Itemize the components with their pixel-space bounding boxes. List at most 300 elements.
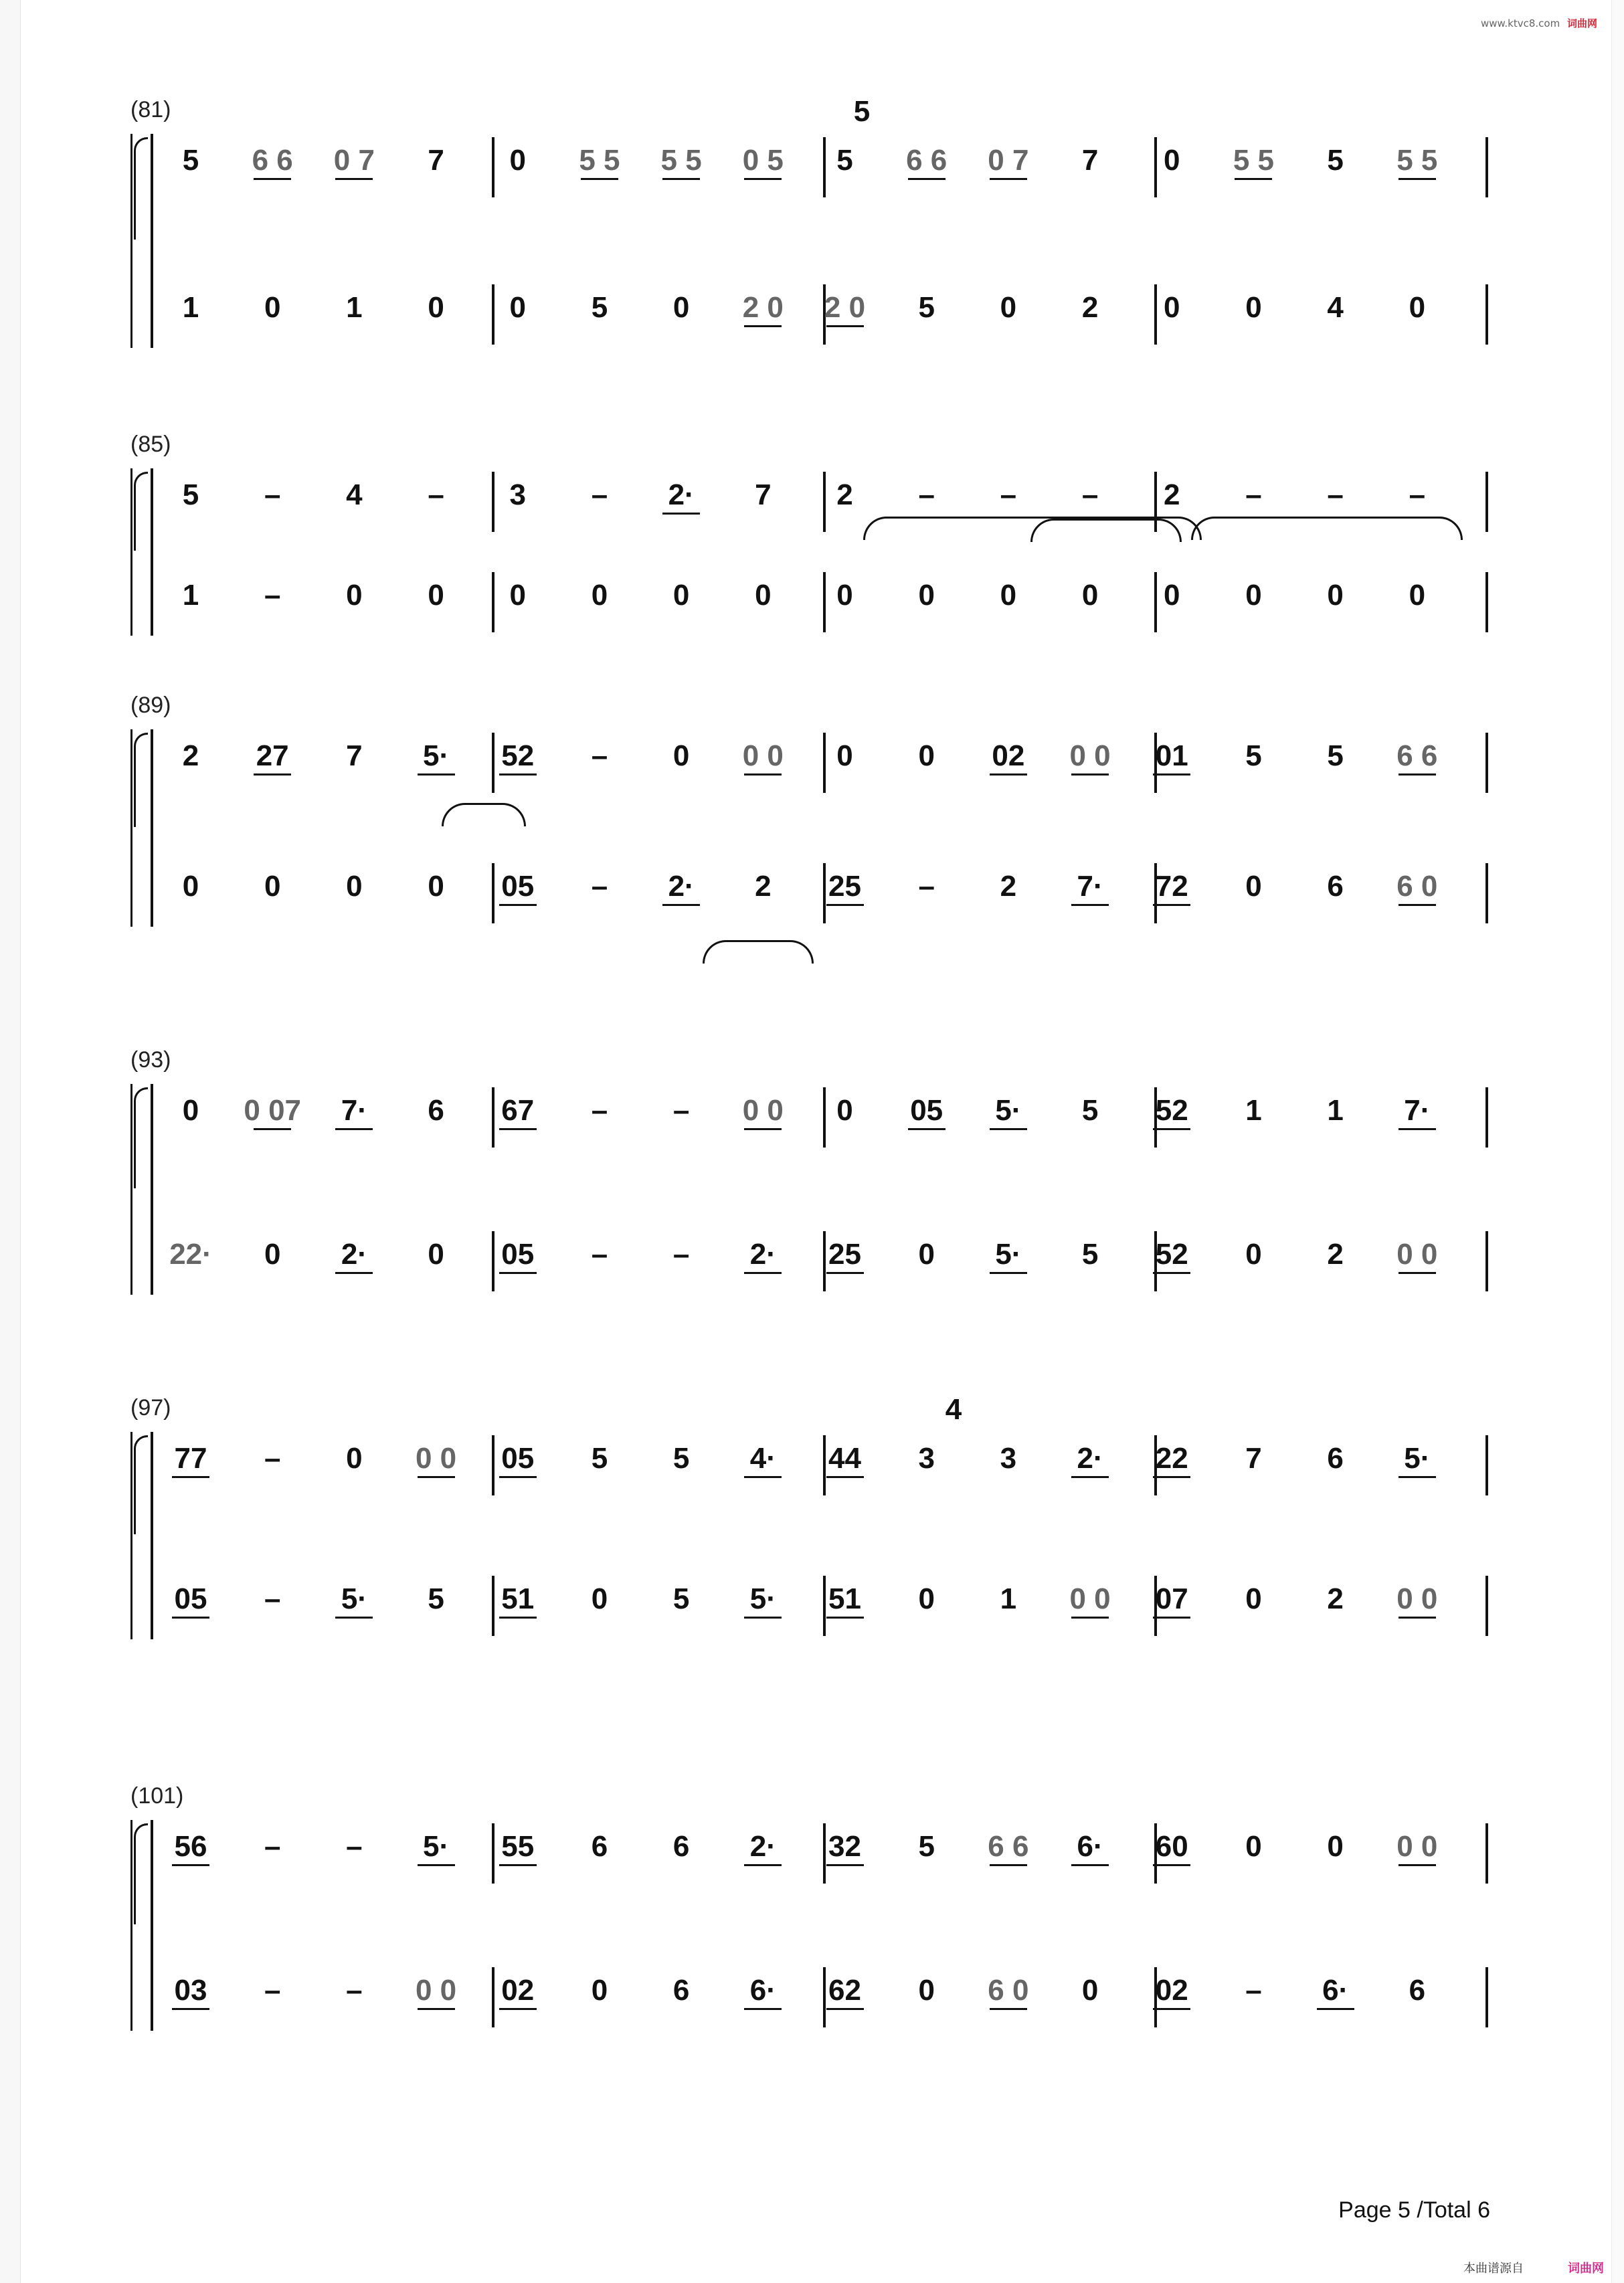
top-note: – xyxy=(918,478,935,511)
measure-number: (93) xyxy=(130,1047,171,1073)
source-logo: 词曲网 xyxy=(1568,2262,1604,2275)
top-note: 3 xyxy=(1000,1442,1017,1475)
bottom-note: 0 0 xyxy=(1069,1582,1111,1615)
bottom-note: 25 xyxy=(828,870,861,903)
bottom-note: 0 0 xyxy=(1396,1238,1438,1271)
bottom-note: 1 xyxy=(1000,1582,1017,1615)
top-note: 4· xyxy=(749,1442,776,1475)
underline xyxy=(499,1272,537,1274)
top-note: 5 xyxy=(918,1830,935,1863)
bottom-note: 72 xyxy=(1155,870,1188,903)
bottom-note: 05 xyxy=(501,1238,535,1271)
slur-arc xyxy=(703,940,814,964)
underline xyxy=(335,1128,373,1130)
underline xyxy=(1399,178,1436,180)
top-note: 2· xyxy=(668,478,695,511)
bottom-note: 0 xyxy=(1164,291,1180,324)
underline xyxy=(744,1128,782,1130)
underline xyxy=(744,325,782,327)
top-note: 0 xyxy=(836,1094,853,1127)
top-note: 2 xyxy=(836,478,853,511)
bottom-note: – xyxy=(918,870,935,903)
barline-bottom xyxy=(492,1576,494,1636)
measure-number: (97) xyxy=(130,1395,171,1421)
bottom-note: – xyxy=(591,870,608,903)
barline-bottom xyxy=(823,1576,826,1636)
underline xyxy=(254,773,291,775)
underline xyxy=(1399,1272,1436,1274)
barline-bottom xyxy=(492,863,494,923)
top-note: – xyxy=(591,1094,608,1127)
underline xyxy=(826,1864,864,1866)
system-brace-top xyxy=(134,1435,148,1534)
bottom-note: 5 xyxy=(591,291,608,324)
underline xyxy=(499,904,537,906)
barline-bottom xyxy=(1154,284,1157,345)
barline-bottom xyxy=(1485,1576,1488,1636)
top-note: 0 5 xyxy=(742,144,784,177)
bottom-note: 0 xyxy=(1245,291,1262,324)
system-line-inner xyxy=(151,468,153,636)
top-note: 0 xyxy=(836,739,853,772)
bottom-note: 0 xyxy=(672,291,690,324)
top-note: 0 xyxy=(1327,1830,1344,1863)
underline xyxy=(990,1864,1027,1866)
bottom-note: – xyxy=(264,1582,281,1615)
barline-top xyxy=(492,472,494,532)
top-note: – xyxy=(591,478,608,511)
bottom-note: 62 xyxy=(828,1974,861,2007)
top-note: 6 xyxy=(591,1830,608,1863)
barline-bottom xyxy=(1154,572,1157,632)
barline-bottom xyxy=(823,863,826,923)
top-note: 6 xyxy=(428,1094,444,1127)
top-note: 6 6 xyxy=(988,1830,1029,1863)
top-note: 5· xyxy=(423,739,450,772)
top-note: 0 xyxy=(672,739,690,772)
bottom-note: 5 xyxy=(672,1582,690,1615)
top-note: 05 xyxy=(910,1094,943,1127)
underline xyxy=(418,773,455,775)
underline xyxy=(826,325,864,327)
bottom-note: 2· xyxy=(749,1238,776,1271)
bottom-note: 25 xyxy=(828,1238,861,1271)
bottom-note: 2 0 xyxy=(824,291,866,324)
source-note: 本曲谱源自 xyxy=(1463,2262,1524,2275)
top-note: 5 xyxy=(182,478,199,511)
top-note: 5· xyxy=(1404,1442,1431,1475)
top-note: 6 6 xyxy=(1396,739,1438,772)
top-note: 0 07 xyxy=(244,1094,302,1127)
top-note: – xyxy=(1081,478,1099,511)
system-line-inner xyxy=(151,134,153,348)
top-note: 5· xyxy=(423,1830,450,1863)
bottom-note: 6 xyxy=(1327,870,1344,903)
underline xyxy=(1399,1864,1436,1866)
top-note: 5 5 xyxy=(579,144,620,177)
barline-bottom xyxy=(492,1967,494,2027)
top-note: 7 xyxy=(1081,144,1099,177)
top-note: – xyxy=(591,739,608,772)
system-brace-top xyxy=(134,733,148,827)
bottom-note: 0 xyxy=(1245,1238,1262,1271)
bottom-note: 4 xyxy=(1327,291,1344,324)
bottom-note: 6 xyxy=(1409,1974,1426,2007)
barline-top xyxy=(492,1435,494,1495)
underline xyxy=(990,1128,1027,1130)
bottom-note: 22· xyxy=(169,1238,212,1271)
underline xyxy=(990,773,1027,775)
underline xyxy=(1153,1617,1190,1619)
underline xyxy=(418,1476,455,1478)
bottom-note: – xyxy=(1245,1974,1262,2007)
system-brace-top xyxy=(134,472,148,551)
bottom-note: 0 xyxy=(346,870,363,903)
left-margin-strip xyxy=(0,0,21,2283)
bottom-note: 0 xyxy=(264,291,281,324)
barline-top xyxy=(1485,1823,1488,1884)
bottom-note: – xyxy=(672,1238,690,1271)
bottom-note: 0 xyxy=(1327,579,1344,612)
underline xyxy=(744,2008,782,2010)
underline xyxy=(1153,1272,1190,1274)
bottom-note: 0 xyxy=(428,291,444,324)
underline xyxy=(1153,2008,1190,2010)
top-note: 0 xyxy=(918,739,935,772)
bottom-note: 0 xyxy=(1000,291,1017,324)
underline xyxy=(826,2008,864,2010)
top-note: 0 xyxy=(346,1442,363,1475)
measure-number: (85) xyxy=(130,432,171,457)
bottom-note: 2· xyxy=(341,1238,367,1271)
bottom-note: 1 xyxy=(346,291,363,324)
bottom-note: 2 xyxy=(1327,1238,1344,1271)
underline xyxy=(908,178,945,180)
barline-top xyxy=(492,733,494,793)
underline xyxy=(1153,1128,1190,1130)
top-note: 5 5 xyxy=(1396,144,1438,177)
barline-bottom xyxy=(823,1231,826,1291)
measure-number: (81) xyxy=(130,97,171,122)
top-note: 5 xyxy=(591,1442,608,1475)
underline xyxy=(1071,1617,1109,1619)
bottom-note: 02 xyxy=(1155,1974,1188,2007)
underline xyxy=(826,904,864,906)
bottom-note: 0 0 xyxy=(415,1974,457,2007)
top-note: 77 xyxy=(174,1442,207,1475)
system-line-outer xyxy=(130,1820,132,2031)
system-brace-top xyxy=(134,1087,148,1188)
bottom-note: 2 xyxy=(1081,291,1099,324)
bottom-note: 5 xyxy=(428,1582,444,1615)
barline-bottom xyxy=(1485,1231,1488,1291)
system-line-inner xyxy=(151,729,153,927)
top-note: – xyxy=(1409,478,1426,511)
top-note: 52 xyxy=(501,739,535,772)
top-note: 52 xyxy=(1155,1094,1188,1127)
bottom-note: 5· xyxy=(995,1238,1022,1271)
bottom-note: – xyxy=(264,579,281,612)
top-note: 60 xyxy=(1155,1830,1188,1863)
top-note: 55 xyxy=(501,1830,535,1863)
top-note: 7 xyxy=(1245,1442,1262,1475)
top-note: 0 0 xyxy=(415,1442,457,1475)
top-note: 0 7 xyxy=(988,144,1029,177)
slur-arc xyxy=(1030,519,1182,542)
measure-number: (101) xyxy=(130,1783,184,1809)
top-note: – xyxy=(1327,478,1344,511)
system-line-outer xyxy=(130,134,132,348)
top-note: 7· xyxy=(341,1094,367,1127)
bottom-note: 0 xyxy=(1164,579,1180,612)
barline-top xyxy=(492,1823,494,1884)
top-note: 0 xyxy=(182,1094,199,1127)
barline-top xyxy=(1485,1087,1488,1148)
top-note: 0 0 xyxy=(742,739,784,772)
bottom-note: 07 xyxy=(1155,1582,1188,1615)
bottom-note: 05 xyxy=(501,870,535,903)
top-note: 6 6 xyxy=(906,144,948,177)
underline xyxy=(744,1864,782,1866)
top-note: 5 xyxy=(836,144,853,177)
barline-bottom xyxy=(492,1231,494,1291)
top-note: 2 xyxy=(1164,478,1180,511)
top-note: 05 xyxy=(501,1442,535,1475)
underline xyxy=(744,178,782,180)
bottom-note: 52 xyxy=(1155,1238,1188,1271)
top-note: – xyxy=(428,478,444,511)
underline xyxy=(418,1864,455,1866)
bottom-note: 05 xyxy=(174,1582,207,1615)
underline xyxy=(662,513,700,515)
underline xyxy=(826,1476,864,1478)
underline xyxy=(826,1617,864,1619)
top-note: 7 xyxy=(755,478,772,511)
underline xyxy=(744,773,782,775)
barline-bottom xyxy=(1485,1967,1488,2027)
underline xyxy=(1153,904,1190,906)
system-line-inner xyxy=(151,1432,153,1639)
bottom-note: 0 xyxy=(428,1238,444,1271)
bottom-note: 0 xyxy=(346,579,363,612)
stacked-note: 5 xyxy=(853,95,871,128)
site-logo: 词曲网 xyxy=(1566,17,1597,29)
underline xyxy=(1071,773,1109,775)
underline xyxy=(1153,1476,1190,1478)
top-note: 6 xyxy=(672,1830,690,1863)
barline-bottom xyxy=(1485,284,1488,345)
bottom-note: 0 xyxy=(918,1974,935,2007)
barline-top xyxy=(823,1435,826,1495)
bottom-note: 51 xyxy=(501,1582,535,1615)
barline-bottom xyxy=(492,572,494,632)
top-note: 1 xyxy=(1245,1094,1262,1127)
bottom-note: 7· xyxy=(1077,870,1103,903)
bottom-note: 0 xyxy=(509,579,526,612)
site-url: www.ktvc8.com xyxy=(1480,17,1560,29)
top-note: 1 xyxy=(1327,1094,1344,1127)
underline xyxy=(499,1128,537,1130)
top-note: – xyxy=(264,1442,281,1475)
bottom-note: – xyxy=(264,1974,281,2007)
underline xyxy=(1399,1128,1436,1130)
underline xyxy=(335,1272,373,1274)
top-note: 5 xyxy=(1081,1094,1099,1127)
top-note: 7 xyxy=(346,739,363,772)
bottom-note: 5 xyxy=(1081,1238,1099,1271)
system-line-inner xyxy=(151,1084,153,1295)
top-note: – xyxy=(672,1094,690,1127)
underline xyxy=(499,1864,537,1866)
underline xyxy=(826,1272,864,1274)
barline-bottom xyxy=(1485,863,1488,923)
underline xyxy=(1071,1864,1109,1866)
underline xyxy=(990,1272,1027,1274)
bottom-note: 0 xyxy=(428,870,444,903)
system-line-outer xyxy=(130,729,132,927)
barline-top xyxy=(823,472,826,532)
bottom-note: 0 xyxy=(755,579,772,612)
barline-top xyxy=(823,1823,826,1884)
top-note: 3 xyxy=(509,478,526,511)
underline xyxy=(990,2008,1027,2010)
barline-bottom xyxy=(492,284,494,345)
bottom-note: 5· xyxy=(749,1582,776,1615)
barline-bottom xyxy=(1485,572,1488,632)
top-note: 5 xyxy=(1327,739,1344,772)
bottom-note: 0 xyxy=(836,579,853,612)
barline-top xyxy=(492,1087,494,1148)
bottom-note: 0 xyxy=(264,870,281,903)
underline xyxy=(172,1617,209,1619)
top-note: 0 0 xyxy=(1396,1830,1438,1863)
underline xyxy=(1317,2008,1354,2010)
underline xyxy=(499,773,537,775)
underline xyxy=(499,1476,537,1478)
top-note: – xyxy=(264,478,281,511)
top-note: 7· xyxy=(1404,1094,1431,1127)
bottom-note: 5 xyxy=(918,291,935,324)
barline-top xyxy=(492,137,494,197)
bottom-note: 0 xyxy=(509,291,526,324)
top-note: 7 xyxy=(428,144,444,177)
bottom-note: 0 xyxy=(1081,579,1099,612)
stacked-note: 4 xyxy=(945,1393,962,1426)
bottom-note: 6· xyxy=(1322,1974,1349,2007)
top-note: 02 xyxy=(992,739,1025,772)
header-site xyxy=(1481,16,1597,30)
top-note: 2 xyxy=(182,739,199,772)
measure-number: (89) xyxy=(130,693,171,718)
top-note: – xyxy=(1000,478,1017,511)
top-note: 5· xyxy=(995,1094,1022,1127)
underline xyxy=(335,178,373,180)
underline xyxy=(1071,904,1109,906)
bottom-note: 1 xyxy=(182,291,199,324)
top-note: 44 xyxy=(828,1442,861,1475)
underline xyxy=(418,2008,455,2010)
barline-top xyxy=(1485,733,1488,793)
bottom-note: 5· xyxy=(341,1582,367,1615)
underline xyxy=(1399,904,1436,906)
top-note: 4 xyxy=(346,478,363,511)
bottom-note: 0 xyxy=(1245,870,1262,903)
underline xyxy=(254,178,291,180)
underline xyxy=(581,178,618,180)
top-note: 6 6 xyxy=(252,144,293,177)
top-note: 6· xyxy=(1077,1830,1103,1863)
barline-top xyxy=(1485,472,1488,532)
bottom-note: 0 xyxy=(672,579,690,612)
bottom-note: 2 0 xyxy=(742,291,784,324)
bottom-note: 1 xyxy=(182,579,199,612)
underline xyxy=(172,1864,209,1866)
bottom-note: 0 xyxy=(264,1238,281,1271)
underline xyxy=(744,1272,782,1274)
bottom-note: 0 xyxy=(918,579,935,612)
underline xyxy=(254,1128,291,1130)
bottom-note: 0 xyxy=(918,1238,935,1271)
bottom-note: 0 xyxy=(1245,579,1262,612)
bottom-note: 2 xyxy=(1000,870,1017,903)
barline-top xyxy=(1485,1435,1488,1495)
top-note: 5 xyxy=(182,144,199,177)
top-note: 5 5 xyxy=(660,144,702,177)
bottom-note: 6· xyxy=(749,1974,776,2007)
underline xyxy=(1399,773,1436,775)
underline xyxy=(1153,1864,1190,1866)
top-note: 2· xyxy=(749,1830,776,1863)
top-note: 5 5 xyxy=(1233,144,1275,177)
bottom-note: – xyxy=(346,1974,363,2007)
top-note: 5 xyxy=(1327,144,1344,177)
system-line-outer xyxy=(130,1432,132,1639)
bottom-note: 02 xyxy=(501,1974,535,2007)
system-brace-top xyxy=(134,1823,148,1924)
top-note: 0 7 xyxy=(333,144,375,177)
barline-top xyxy=(823,733,826,793)
barline-top xyxy=(823,1087,826,1148)
top-note: 5 xyxy=(1245,739,1262,772)
bottom-note: 0 xyxy=(182,870,199,903)
bottom-note: 6 xyxy=(672,1974,690,2007)
top-note: 2· xyxy=(1077,1442,1103,1475)
underline xyxy=(1153,773,1190,775)
right-margin-strip xyxy=(1611,0,1624,2283)
bottom-note: 0 xyxy=(918,1582,935,1615)
barline-top xyxy=(1154,137,1157,197)
top-note: 6 xyxy=(1327,1442,1344,1475)
top-note: 5 xyxy=(672,1442,690,1475)
underline xyxy=(662,178,700,180)
top-note: – xyxy=(346,1830,363,1863)
bottom-note: 0 xyxy=(591,1974,608,2007)
bottom-note: 03 xyxy=(174,1974,207,2007)
bottom-note: 0 xyxy=(1081,1974,1099,2007)
top-note: 0 0 xyxy=(1069,739,1111,772)
top-note: – xyxy=(1245,478,1262,511)
underline xyxy=(1235,178,1272,180)
barline-bottom xyxy=(823,572,826,632)
bottom-note: 0 xyxy=(1409,291,1426,324)
bottom-note: 2 xyxy=(755,870,772,903)
slur-arc xyxy=(1191,517,1463,540)
top-note: 27 xyxy=(256,739,289,772)
underline xyxy=(662,904,700,906)
top-note: 0 xyxy=(1164,144,1180,177)
underline xyxy=(499,2008,537,2010)
barline-bottom xyxy=(823,1967,826,2027)
